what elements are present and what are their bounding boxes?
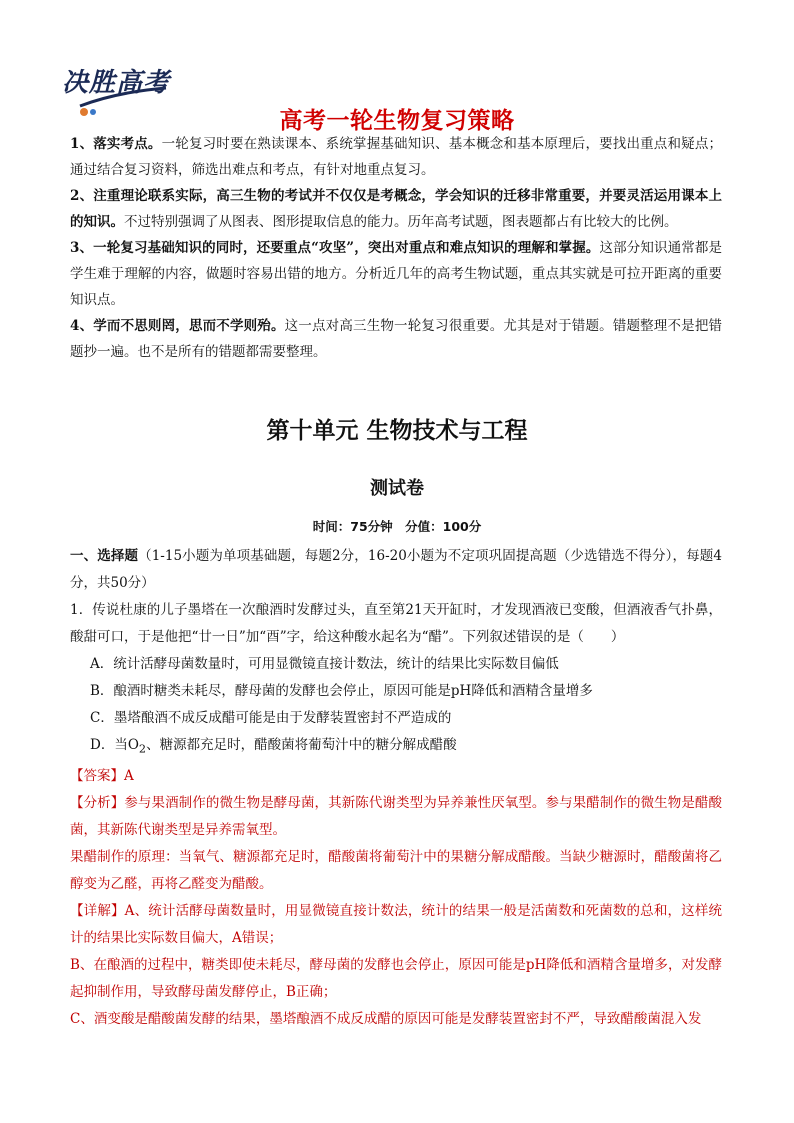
analysis-p2: 果醋制作的原理：当氧气、糖源都充足时，醋酸菌将葡萄汁中的果糖分解成醋酸。当缺少糖源时，醋酸菌将乙醇变为乙醛，再将乙醛变为醋酸。	[70, 848, 722, 892]
option-c: C．墨塔酿酒不成反成醋可能是由于发酵装置密封不严造成的	[90, 710, 452, 726]
logo-text: 决胜高考	[62, 68, 171, 98]
section-title: 一、选择题	[70, 548, 139, 564]
option-d-text-pre: D．当O	[90, 737, 139, 753]
option-d-text-post: 、糖源都充足时，醋酸菌将葡萄汁中的糖分解成醋酸	[146, 737, 457, 753]
strategy-item	[70, 183, 722, 235]
strategy-item-heading: 3、一轮复习基础知识的同时，还要重点“攻坚”，突出对重点和难点知识的理解和掌握。	[70, 240, 600, 256]
analysis-text: 参与果酒制作的微生物是酵母菌，其新陈代谢类型为异养兼性厌氧型。参与果醋制作的微生物是醋酸菌，其新陈代谢类型是异养需氧型。	[70, 794, 723, 838]
strategy-item	[70, 131, 722, 183]
detail-b: B、在酿酒的过程中，糖类即使未耗尽，酵母菌的发酵也会停止，原因可能是pH降低和酒精含量增多，对发酵起抑制作用，导致酵母菌发酵停止，B正确；	[70, 956, 722, 1000]
strategy-item-heading: 1、落实考点。	[70, 136, 162, 152]
strategy-section	[70, 131, 722, 365]
detail-label: 【详解】	[70, 902, 125, 919]
section-desc: （1-15小题为单项基础题，每题2分，16-20小题为不定项巩固提高题（少选错选不得分），每题4分，共50分）	[70, 548, 722, 591]
detail-c: C、酒变酸是醋酸菌发酵的结果，墨塔酿酒不成反成醋的原因可能是发酵装置密封不严，导致醋酸菌混入发	[70, 1010, 702, 1027]
detail-a	[70, 898, 722, 952]
answer-value: A	[124, 767, 134, 784]
question-stem: 1．传说杜康的儿子墨塔在一次酿酒时发酵过头，直至第21天开缸时，才发现酒液已变酸，但酒液香气扑鼻，酸甜可口，于是他把“廿一日”加“酉”字，给这种酸水起名为“醋”。下列叙述错误的是（ ）	[70, 602, 722, 645]
detail-a-text: A、统计活酵母菌数量时，用显微镜直接计数法，统计的结果一般是活菌数和死菌数的总和，这样统计的结果比实际数目偏大，A错误；	[70, 902, 723, 946]
analysis-p1	[70, 790, 722, 844]
strategy-item-text: 一轮复习时要在熟读课本、系统掌握基础知识、基本概念和基本原理后，要找出重点和疑点；通过结合复习资料，筛选出难点和考点，有针对地重点复习。	[70, 136, 722, 178]
analysis-label: 【分析】	[70, 794, 125, 811]
strategy-item-text: 这一点对高三生物一轮复习很重要。尤其是对于错题。错题整理不是把错题抄一遍。也不是所有的错题都需要整理。	[70, 318, 722, 360]
exam-body	[70, 543, 722, 1033]
option-b: B．酿酒时糖类未耗尽，酵母菌的发酵也会停止，原因可能是pH降低和酒精含量增多	[90, 683, 593, 699]
strategy-item-heading: 4、学而不思则罔，思而不学则殆。	[70, 318, 285, 334]
paper-title: 测试卷	[370, 478, 424, 499]
strategy-item-text: 不过特别强调了从图表、图形提取信息的能力。历年高考试题，图表题都占有比较大的比例。	[124, 214, 678, 230]
option-d	[70, 732, 722, 763]
answer	[70, 763, 722, 790]
time-score: 时间：75分钟 分值：100分	[312, 519, 482, 534]
strategy-item	[70, 235, 722, 313]
unit-title: 第十单元 生物技术与工程	[266, 418, 528, 444]
strategy-item	[70, 313, 722, 365]
option-d-subscript: 2	[138, 742, 147, 756]
main-title: 高考一轮生物复习策略	[279, 108, 515, 134]
section-heading	[70, 543, 722, 597]
strategy-item-heading: 2、注重理论联系实际，高三生物的考试并不仅仅是考概念，学会知识的迁移非常重要，并要灵活运用课本上的知识。	[70, 188, 722, 230]
strategy-item-text: 这部分知识通常都是学生难于理解的内容，做题时容易出错的地方。分析近几年的高考生物试题，重点其实就是可拉开距离的重要知识点。	[70, 240, 722, 308]
option-a: A．统计活酵母菌数量时，可用显微镜直接计数法，统计的结果比实际数目偏低	[90, 656, 559, 672]
answer-label: 【答案】	[70, 767, 124, 784]
